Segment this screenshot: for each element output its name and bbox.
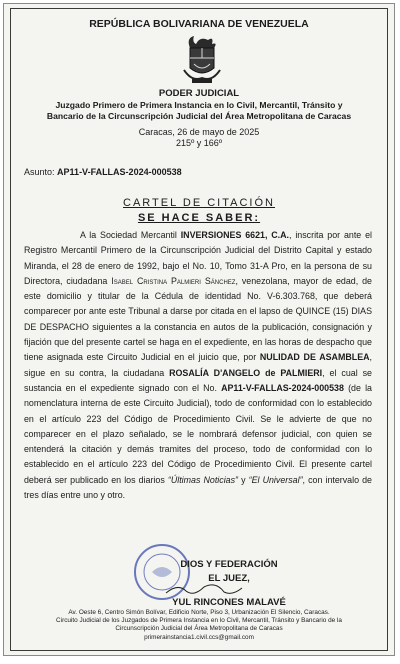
company-name: INVERSIONES 6621, C.A. <box>180 230 290 240</box>
case-type: NULIDAD DE ASAMBLEA <box>259 352 370 363</box>
plaintiff-name: ROSALÍA D'ANGELO de PALMIERI <box>169 367 323 378</box>
cartel-body <box>24 228 372 503</box>
handwritten-signature-icon <box>164 583 244 597</box>
body-text: (de la nomenclatura interna de este Circuito Judicial), todo de conformidad con lo establecido en el artículo 223 del Código de Procedimiento Civil. Se le advierte de que no comparecer en el plazo señalado, se le nombrará defensor judicial, con quien se entenderá la citación y demás tramites del proceso, todo de conformidad con lo establecido en el artículo 223 del Código de Procedimiento Civil. El presente cartel deberá ser publicado en los diarios <box>24 382 372 485</box>
date-block <box>4 127 394 149</box>
newspaper-1: “Últimas Noticias” <box>167 474 239 485</box>
body-text: , sigue en su contra, la ciudadana <box>24 352 372 378</box>
coat-of-arms-icon <box>180 34 224 86</box>
newspaper-2: “El Universal” <box>248 474 303 485</box>
body-text: , con intervalo de tres días entre uno y otro. <box>24 474 372 501</box>
body-text: , el cual se sustancia en el expediente signado con el No. <box>24 367 372 393</box>
court-line-2: Bancario de la Circunscripción Judicial del Área Metropolitana de Caracas <box>46 111 352 121</box>
body-text: , venezolana, mayor de edad, de este domicilio y titular de la Cédula de identidad No. V-6.303.768, que deberá comparecer por ante este Tribunal a darse por citada en el lapso de QUINCE (15) DIAS DE DESPACHO siguientes a la constancia en autos de la publicación, consignación y fijación que del presente cartel se haga en el expediente, en las horas de despacho que tiene asignada este Circuito Judicial en el juicio que, por <box>24 275 372 363</box>
asunto-label: Asunto: <box>24 167 55 177</box>
asunto-line <box>24 167 182 177</box>
body-text: A la Sociedad Mercantil <box>80 230 181 240</box>
footer-line-1: Av. Oeste 6, Centro Simón Bolívar, Edificio Norte, Piso 3, Urbanización El Silencio, Caracas. <box>68 609 330 616</box>
footer-line-2: Circuito Judicial de los Juzgados de Primera Instancia en lo Civil, Mercantil, Tránsito y Bancario de la <box>56 617 342 625</box>
poder-judicial-heading: PODER JUDICIAL <box>158 88 240 99</box>
court-name <box>24 100 374 122</box>
hace-saber-heading: SE HACE SABER: <box>137 212 261 224</box>
body-text: , inscrita por ante el Registro Mercantil Primero de la Circunscripción Judicial del Distrito Capital y estado Miranda, el 28 de enero de 1992, bajo el No. 10, Tomo 31-A Pro, en la persona de su Directora, ciudadana <box>24 230 372 286</box>
footer-line-3: Circunscripción Judicial del Área Metropolitana de Caracas <box>115 625 283 633</box>
footer-email: primerainstancia1.civil.ccs@gmail.com <box>144 633 254 641</box>
signature-motto: DIOS Y FEDERACIÓN <box>180 559 278 570</box>
date-line: Caracas, 26 de mayo de 2025 <box>138 127 260 137</box>
document-page <box>3 3 395 656</box>
court-line-1: Juzgado Primero de Primera Instancia en lo Civil, Mercantil, Tránsito y <box>55 100 343 110</box>
body-paragraph <box>24 228 372 503</box>
body-text: y <box>238 474 249 485</box>
years-line: 215º y 166º <box>175 138 223 148</box>
case-number: AP11-V-FALLAS-2024-000538 <box>221 382 344 393</box>
footer-address <box>18 609 380 642</box>
asunto-value: AP11-V-FALLAS-2024-000538 <box>57 167 182 177</box>
signature-title: EL JUEZ, <box>208 573 250 584</box>
judge-name: YUL RINCONES MALAVÉ <box>172 597 286 608</box>
cartel-title: CARTEL DE CITACIÓN <box>123 197 275 209</box>
director-name: Isabel Cristina Palmieri Sánchez <box>111 275 236 286</box>
republic-heading: REPÚBLICA BOLIVARIANA DE VENEZUELA <box>89 18 309 30</box>
